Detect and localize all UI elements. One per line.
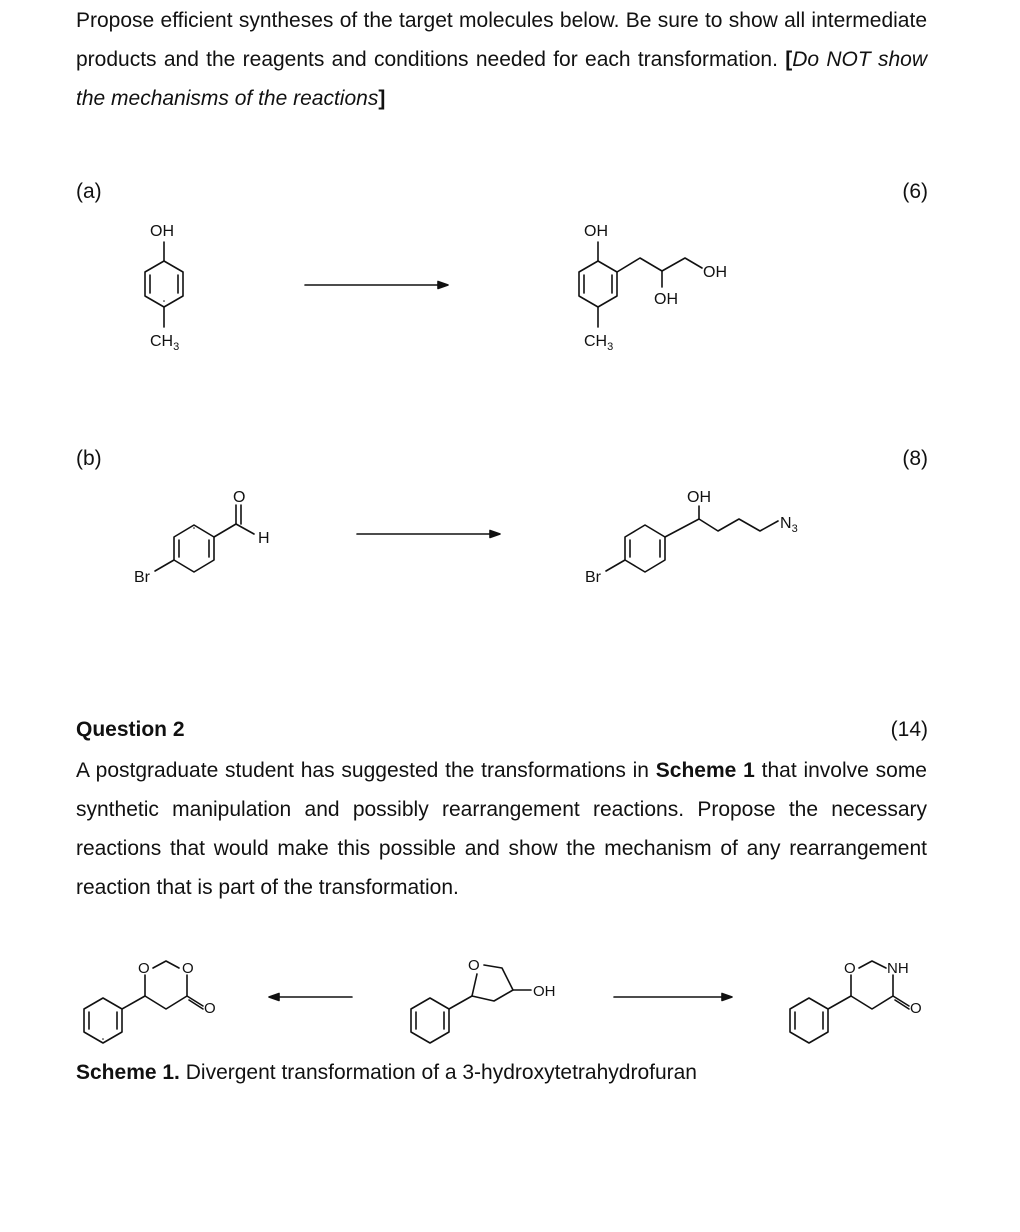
part-a-label: (a) [76, 180, 102, 203]
product-b-azide-label: $N_3$ [780, 515, 798, 535]
product-secondary-oh-label: OH [654, 291, 678, 308]
part-b-scheme [0, 480, 1020, 610]
product-b-br-label: Br [585, 569, 601, 586]
product-ch3-label: $CH_3$ [584, 333, 614, 353]
scheme1-right-structure [790, 960, 922, 1043]
scheme1-center-structure [411, 957, 556, 1043]
p-cresol-structure [145, 223, 183, 353]
scheme1-right-o2-label: O [910, 1000, 922, 1017]
scheme1-right-o-label: O [844, 960, 856, 977]
question2-body-2: that involve some synthetic manipulation and possibly rearrangement reactions. Propose the necessary reactions that would make this possible and show the mechanism of any rearrangement reaction that is part of the transformation. [76, 759, 927, 899]
question2-body-1: A postgraduate student has suggested the transformations in [76, 759, 656, 782]
cresol-oh-label: OH [150, 223, 174, 240]
bromobenzaldehyde-structure [134, 489, 270, 586]
part-a-marks: (6) [902, 180, 928, 203]
part-a-scheme [0, 210, 1020, 370]
product-primary-oh-label: OH [703, 264, 727, 281]
scheme1-left-arrow [269, 994, 352, 1001]
scheme1-left-o1-label: O [138, 960, 150, 977]
part-b-product-structure [585, 489, 798, 586]
question2-body-bold: Scheme 1 [655, 759, 755, 782]
product-phenol-oh-label: OH [584, 223, 608, 240]
part-a-arrow [305, 282, 448, 289]
scheme1-left-structure [84, 960, 216, 1043]
aldehyde-h-label: H [258, 530, 270, 547]
scheme1-center-oh-label: OH [533, 983, 556, 1000]
scheme1-right-nh-label: NH [887, 960, 909, 977]
scheme1-caption-text: Divergent transformation of a 3-hydroxytetrahydrofuran [179, 1061, 697, 1084]
start-br-label: Br [134, 569, 150, 586]
part-b-arrow [357, 531, 500, 538]
question2-body [76, 751, 927, 907]
scheme1-right-arrow [614, 994, 732, 1001]
product-b-oh-label: OH [687, 489, 711, 506]
intro-note-close: ] [378, 87, 386, 110]
part-b-label: (b) [76, 447, 102, 470]
scheme1-left-o3-label: O [204, 1000, 216, 1017]
aldehyde-o-label: O [233, 489, 246, 506]
scheme1-left-o2-label: O [182, 960, 194, 977]
intro-paragraph [76, 1, 927, 118]
scheme1-figure [0, 945, 1020, 1055]
intro-note-italic: Do NOT show the mechanisms of the reactions [76, 48, 927, 110]
intro-text: Propose efficient syntheses of the target molecules below. Be sure to show all intermediate products and the reagents and conditions needed for each transformation. [76, 9, 927, 71]
question2-title: Question 2 [76, 718, 185, 741]
part-a-product-structure [579, 223, 727, 353]
scheme1-caption [76, 1061, 697, 1085]
scheme1-center-o-label: O [468, 957, 480, 974]
cresol-ch3-label: $CH_3$ [150, 333, 180, 353]
part-b-marks: (8) [902, 447, 928, 470]
question2-marks: (14) [890, 718, 928, 741]
intro-note-open: [ [785, 48, 793, 71]
scheme1-caption-bold: Scheme 1. [76, 1061, 180, 1084]
